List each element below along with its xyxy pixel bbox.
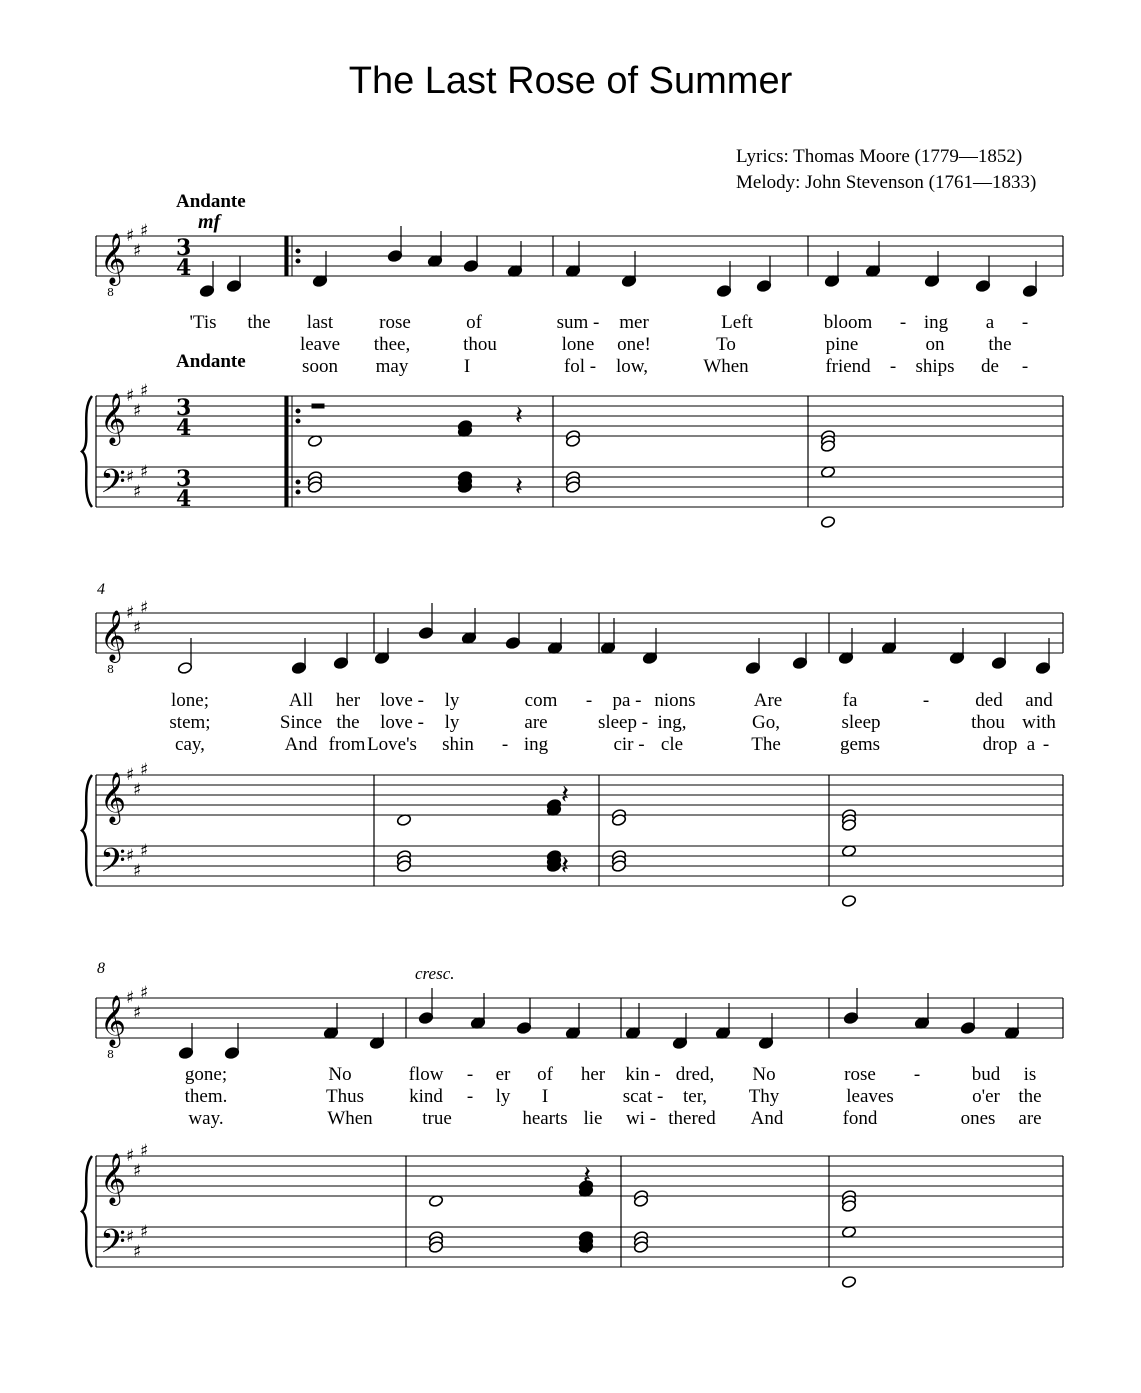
lyric-syllable: the: [988, 334, 1012, 355]
notehead: [333, 656, 348, 669]
lyric-syllable: sleep: [841, 712, 881, 733]
lyric-syllable: gems: [839, 734, 881, 755]
treble-clef-icon: 𝄞: [100, 772, 127, 823]
lyric-syllable: fa: [842, 690, 858, 711]
lyric-syllable: a: [985, 312, 995, 333]
sharp-icon: ♯: [133, 1161, 142, 1181]
lyrics-credit: Lyrics: Thomas Moore (1779—1852): [736, 146, 1023, 167]
sharp-icon: ♯: [140, 983, 149, 1003]
lyric-syllable: the: [1018, 1086, 1042, 1107]
notehead: [820, 515, 835, 528]
octave-marking: 8: [107, 663, 114, 676]
sharp-icon: ♯: [140, 462, 149, 482]
notehead: [199, 284, 214, 297]
notehead: [745, 661, 760, 674]
tempo-marking-piano: Andante: [176, 351, 246, 372]
lyric-syllable: the: [247, 312, 271, 333]
notehead: [463, 259, 478, 272]
sharp-icon: ♯: [126, 226, 135, 246]
song-title: The Last Rose of Summer: [348, 60, 793, 102]
lyric-syllable: er: [495, 1064, 511, 1085]
dynamic-mf: mf: [198, 211, 221, 233]
sharp-icon: ♯: [126, 1227, 135, 1247]
lyric-syllable: her: [335, 690, 361, 711]
lyric-syllable: And: [284, 734, 318, 755]
lyric-syllable: and: [1025, 690, 1053, 711]
treble-clef-icon: 𝄞: [100, 1153, 127, 1204]
lyric-syllable: rose: [379, 312, 411, 333]
lyric-syllable: her: [580, 1064, 606, 1085]
lyric-syllable: -: [922, 690, 930, 711]
lyric-syllable: ly: [444, 712, 460, 733]
lyric-syllable: com: [524, 690, 558, 711]
notehead: [991, 656, 1006, 669]
cresc-marking: cresc.: [415, 964, 455, 983]
lyric-syllable: love -: [380, 712, 424, 733]
lyric-syllable: ones: [960, 1108, 996, 1129]
sharp-icon: ♯: [126, 1146, 135, 1166]
lyric-syllable: soon: [302, 356, 338, 377]
lyric-syllable: bud: [971, 1064, 1001, 1085]
quarter-rest-icon: 𝄽: [515, 401, 523, 431]
lyric-syllable: Go,: [752, 712, 780, 733]
lyric-syllable: of: [466, 312, 482, 333]
lyric-syllable: ter,: [682, 1086, 708, 1107]
sharp-icon: ♯: [133, 618, 142, 638]
lyric-syllable: -: [1021, 312, 1029, 333]
lyric-syllable: ing: [923, 312, 949, 333]
notehead: [418, 1011, 433, 1024]
lyric-syllable: -: [501, 734, 509, 755]
lyric-syllable: nions: [654, 690, 696, 711]
repeat-dot: [296, 419, 300, 423]
octave-marking: 8: [107, 286, 114, 299]
lyric-syllable: When: [327, 1108, 373, 1129]
notehead: [1022, 284, 1037, 297]
lyric-syllable: And: [750, 1108, 784, 1129]
notehead: [387, 249, 402, 262]
lyric-syllable: are: [1018, 1108, 1042, 1129]
lyric-syllable: -: [889, 356, 897, 377]
lyric-syllable: kin -: [625, 1064, 661, 1085]
lyric-syllable: sleep -: [597, 712, 649, 733]
lyric-syllable: ships: [915, 356, 955, 377]
lyric-syllable: 'Tis: [189, 312, 217, 333]
lyric-syllable: leaves: [846, 1086, 894, 1107]
notehead: [177, 661, 192, 674]
lyric-syllable: thou: [463, 334, 497, 355]
lyric-syllable: scat -: [622, 1086, 664, 1107]
time-signature: 3: [176, 395, 192, 421]
lyric-syllable: To: [716, 334, 736, 355]
measure-number: 8: [97, 960, 105, 977]
lyric-syllable: rose: [844, 1064, 876, 1085]
lyric-syllable: wi -: [625, 1108, 657, 1129]
lyric-syllable: drop: [982, 734, 1018, 755]
lyric-syllable: cay,: [175, 734, 205, 755]
lyric-syllable: are: [524, 712, 548, 733]
repeat-dot: [296, 480, 300, 484]
sharp-icon: ♯: [140, 1141, 149, 1161]
notehead: [841, 894, 856, 907]
treble-clef-icon: 𝄞: [100, 233, 127, 284]
lyric-syllable: flow: [408, 1064, 444, 1085]
tempo-marking-vocal: Andante: [176, 191, 246, 212]
treble-clef-icon: 𝄞: [100, 610, 127, 661]
sharp-icon: ♯: [126, 846, 135, 866]
lyric-syllable: cle: [660, 734, 684, 755]
lyric-syllable: Thus: [326, 1086, 364, 1107]
notehead: [224, 1046, 239, 1059]
lyric-syllable: thee,: [373, 334, 411, 355]
lyric-syllable: sum -: [556, 312, 600, 333]
notehead: [975, 279, 990, 292]
sharp-icon: ♯: [133, 780, 142, 800]
sharp-icon: ♯: [133, 861, 142, 881]
lyric-syllable: leave: [299, 334, 341, 355]
lyric-syllable: thered: [668, 1108, 716, 1129]
quarter-rest-icon: 𝄽: [561, 851, 569, 881]
lyric-syllable: mer: [619, 312, 649, 333]
time-signature: 4: [176, 415, 192, 441]
lyric-syllable: love -: [380, 690, 424, 711]
sharp-icon: ♯: [133, 401, 142, 421]
lyric-syllable: hearts: [522, 1108, 568, 1129]
lyric-syllable: dred,: [675, 1064, 715, 1085]
sharp-icon: ♯: [126, 988, 135, 1008]
sharp-icon: ♯: [133, 1003, 142, 1023]
lyric-syllable: on: [925, 334, 945, 355]
sharp-icon: ♯: [126, 765, 135, 785]
lyric-syllable: No: [328, 1064, 352, 1085]
lyric-syllable: -: [466, 1064, 474, 1085]
treble-clef-icon: 𝄞: [100, 995, 127, 1046]
lyric-syllable: de: [981, 356, 999, 377]
lyric-syllable: kind: [409, 1086, 443, 1107]
bass-clef-icon: 𝄢: [100, 463, 126, 509]
lyric-syllable: them.: [184, 1086, 228, 1107]
lyric-syllable: ing,: [657, 712, 687, 733]
notehead: [418, 626, 433, 639]
lyric-syllable: pine: [825, 334, 859, 355]
time-signature: 4: [176, 255, 192, 281]
lyric-syllable: fol -: [563, 356, 597, 377]
lyric-syllable: lone: [561, 334, 595, 355]
lyric-syllable: ly: [444, 690, 460, 711]
sharp-icon: ♯: [140, 381, 149, 401]
lyric-syllable: lie: [583, 1108, 603, 1129]
repeat-dot: [296, 490, 300, 494]
lyric-syllable: I: [541, 1086, 549, 1107]
lyric-syllable: Are: [753, 690, 783, 711]
lyric-syllable: -: [899, 312, 907, 333]
notehead: [516, 1021, 531, 1034]
notehead: [716, 284, 731, 297]
piano-brace: [82, 775, 92, 886]
notehead: [843, 1011, 858, 1024]
quarter-rest-icon: 𝄽: [515, 472, 523, 502]
notehead: [756, 279, 771, 292]
lyric-syllable: pa -: [612, 690, 642, 711]
quarter-rest-icon: 𝄽: [561, 780, 569, 810]
quarter-rest-icon: 𝄽: [583, 1161, 591, 1191]
lyric-syllable: o'er: [972, 1086, 1000, 1107]
lyric-syllable: ded: [975, 690, 1003, 711]
sharp-icon: ♯: [140, 841, 149, 861]
lyric-syllable: is: [1023, 1064, 1037, 1085]
time-signature: 3: [176, 235, 192, 261]
lyric-syllable: -: [1042, 734, 1050, 755]
quarter-rest-icon: 𝄽: [583, 1232, 591, 1262]
lyric-syllable: -: [1021, 356, 1029, 377]
repeat-dot: [296, 409, 300, 413]
notehead: [792, 656, 807, 669]
lyric-syllable: of: [537, 1064, 553, 1085]
lyric-syllable: Left: [721, 312, 753, 333]
sharp-icon: ♯: [126, 603, 135, 623]
lyric-syllable: -: [913, 1064, 921, 1085]
time-signature: 4: [176, 486, 192, 512]
notehead: [226, 279, 241, 292]
measure-number: 4: [97, 581, 105, 598]
sharp-icon: ♯: [140, 598, 149, 618]
lyric-syllable: -: [466, 1086, 474, 1107]
lyric-syllable: bloom: [823, 312, 873, 333]
lyric-syllable: -: [585, 690, 593, 711]
lyric-syllable: The: [751, 734, 781, 755]
lyric-syllable: thou: [971, 712, 1005, 733]
sharp-icon: ♯: [133, 1242, 142, 1262]
lyric-syllable: ly: [495, 1086, 511, 1107]
sharp-icon: ♯: [133, 241, 142, 261]
lyric-syllable: stem;: [169, 712, 211, 733]
octave-marking: 8: [107, 1048, 114, 1061]
lyric-syllable: shin: [442, 734, 474, 755]
half-rest-icon: [312, 404, 324, 408]
sharp-icon: ♯: [140, 221, 149, 241]
lyric-syllable: one!: [617, 334, 651, 355]
time-signature: 3: [176, 466, 192, 492]
notehead: [505, 636, 520, 649]
notehead: [960, 1021, 975, 1034]
lyric-syllable: low,: [615, 356, 649, 377]
sharp-icon: ♯: [133, 482, 142, 502]
lyric-syllable: friend: [825, 356, 871, 377]
lyric-syllable: with: [1022, 712, 1056, 733]
piano-brace: [82, 1156, 92, 1267]
lyric-syllable: way.: [188, 1108, 224, 1129]
bass-clef-icon: 𝄢: [100, 1223, 126, 1269]
bass-clef-icon: 𝄢: [100, 842, 126, 888]
repeat-dot: [296, 259, 300, 263]
notation-layer: [82, 221, 1063, 1289]
lyric-syllable: a: [1026, 734, 1036, 755]
lyric-syllable: Since: [279, 712, 323, 733]
lyric-syllable: from: [328, 734, 366, 755]
sharp-icon: ♯: [140, 1222, 149, 1242]
notehead: [178, 1046, 193, 1059]
lyric-syllable: gone;: [184, 1064, 228, 1085]
sharp-icon: ♯: [126, 386, 135, 406]
lyric-syllable: the: [336, 712, 360, 733]
lyric-syllable: cir -: [613, 734, 645, 755]
lyric-syllable: may: [375, 356, 409, 377]
lyric-syllable: true: [422, 1108, 452, 1129]
notehead: [291, 661, 306, 674]
treble-clef-icon: 𝄞: [100, 393, 127, 444]
piano-brace: [82, 396, 92, 507]
lyric-syllable: ing: [523, 734, 549, 755]
lyric-syllable: last: [306, 312, 334, 333]
lyric-syllable: No: [752, 1064, 776, 1085]
notehead: [841, 1275, 856, 1288]
lyric-syllable: Love's: [367, 734, 417, 755]
lyric-syllable: fond: [842, 1108, 878, 1129]
lyric-syllable: I: [463, 356, 471, 377]
sharp-icon: ♯: [140, 760, 149, 780]
melody-credit: Melody: John Stevenson (1761—1833): [736, 172, 1037, 193]
lyric-syllable: All: [288, 690, 314, 711]
lyric-syllable: lone;: [171, 690, 209, 711]
sharp-icon: ♯: [126, 467, 135, 487]
lyric-syllable: When: [703, 356, 749, 377]
lyric-syllable: Thy: [748, 1086, 780, 1107]
repeat-dot: [296, 249, 300, 253]
notehead: [1035, 661, 1050, 674]
